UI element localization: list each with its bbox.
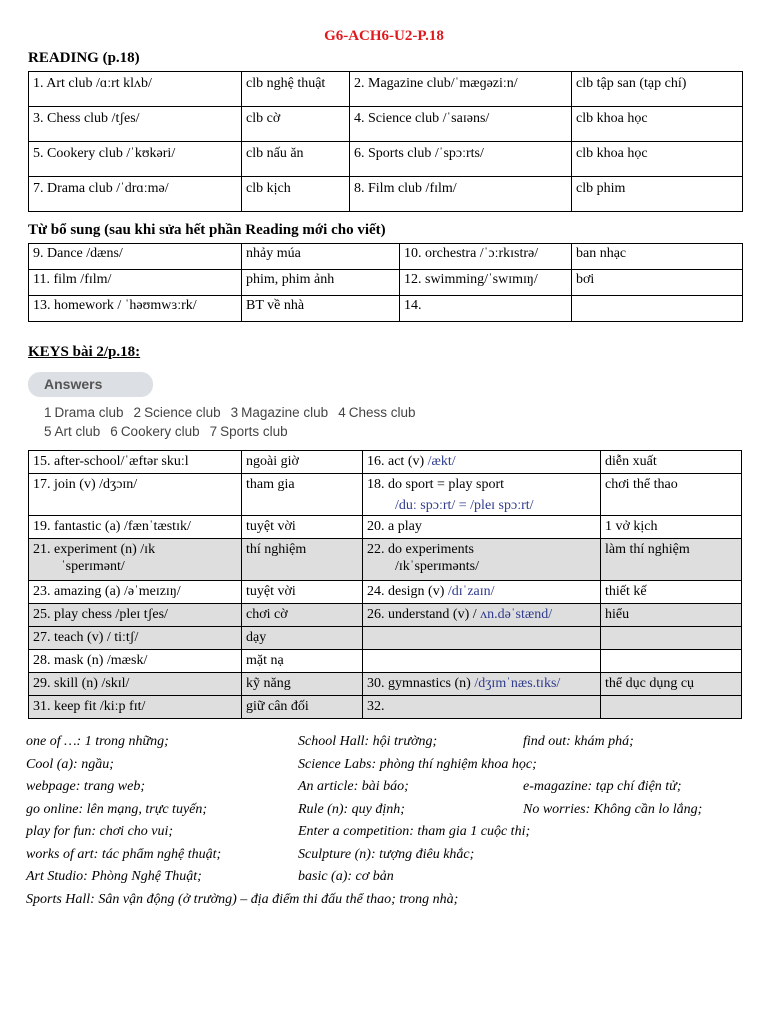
table-cell: kỹ năng — [242, 673, 363, 696]
table-cell: 10. orchestra /ˈɔːrkɪstrə/ — [400, 244, 572, 270]
answers-line-1 — [44, 405, 426, 420]
table-cell: thí nghiệm — [242, 539, 363, 581]
table-row — [29, 142, 743, 177]
table-row — [29, 673, 742, 696]
term-text: 17. join (v) /dʒɔɪn/ — [33, 477, 138, 492]
phonetic-text: /dʒɪmˈnæs.tɪks/ — [474, 676, 561, 691]
phonetic-text: ʌn.dəˈstænd/ — [480, 607, 553, 622]
table-cell: nhảy múa — [242, 244, 400, 270]
table-cell: ban nhạc — [572, 244, 743, 270]
term-text: 31. keep fit /kiːp fɪt/ — [33, 699, 146, 714]
phonetic-text: /dɪˈzaɪn/ — [447, 584, 495, 599]
answer-number: 1 — [44, 405, 52, 420]
table-cell — [29, 696, 242, 719]
table-cell — [363, 474, 601, 516]
table-cell — [363, 539, 601, 581]
table-cell: 1. Art club /ɑːrt klʌb/ — [29, 72, 242, 107]
phonetic-text: /duː spɔːrt/ = /pleɪ spɔːrt/ — [395, 498, 534, 513]
table-cell — [363, 673, 601, 696]
table-cell: phim, phim ảnh — [242, 270, 400, 296]
table-cell — [29, 627, 242, 650]
note-text: webpage: trang web; — [26, 779, 145, 794]
table-cell — [29, 474, 242, 516]
table-cell: dạy — [242, 627, 363, 650]
table-cell: 11. film /fɪlm/ — [29, 270, 242, 296]
table-cell: chơi thể thao — [601, 474, 742, 516]
table-row — [29, 107, 743, 142]
table-cell: tuyệt vời — [242, 516, 363, 539]
table-cell — [29, 604, 242, 627]
table-cell: thiết kế — [601, 581, 742, 604]
table-cell: clb cờ — [242, 107, 350, 142]
table-cell — [601, 650, 742, 673]
answer-text: Art club — [54, 424, 101, 439]
table-cell: ngoài giờ — [242, 451, 363, 474]
answers-label: Answers — [44, 376, 103, 392]
note-row — [26, 824, 756, 847]
note-text: one of …: 1 trong những; — [26, 734, 169, 749]
reading-heading: READING (p.18) — [28, 50, 140, 66]
table-cell: 5. Cookery club /ˈkʊkəri/ — [29, 142, 242, 177]
note-text: e-magazine: tạp chí điện tử; — [523, 779, 682, 794]
table-cell — [363, 451, 601, 474]
table-row — [29, 296, 743, 322]
table-cell: clb tập san (tạp chí) — [572, 72, 743, 107]
note-text: play for fun: chơi cho vui; — [26, 824, 174, 839]
table-cell: bơi — [572, 270, 743, 296]
table-cell: hiểu — [601, 604, 742, 627]
table-cell: 8. Film club /fɪlm/ — [350, 177, 572, 212]
table-cell: thể dục dụng cụ — [601, 673, 742, 696]
table-cell — [601, 627, 742, 650]
table-cell — [363, 627, 601, 650]
answer-text: Magazine club — [241, 405, 329, 420]
table-cell: giữ cân đối — [242, 696, 363, 719]
document-title: G6-ACH6-U2-P.18 — [324, 28, 444, 44]
table-cell: clb kịch — [242, 177, 350, 212]
note-row — [26, 734, 756, 757]
table-row — [29, 627, 742, 650]
answer-number: 2 — [133, 405, 142, 420]
table-row — [29, 244, 743, 270]
answer-text: Science club — [144, 405, 221, 420]
table-cell: 13. homework / ˈhəʊmwɜːrk/ — [29, 296, 242, 322]
term-text-cont: ˈsperɪmənt/ — [61, 559, 125, 574]
term-text: 29. skill (n) /skɪl/ — [33, 676, 130, 691]
table-row — [29, 696, 742, 719]
term-text: 26. understand (v) / — [367, 607, 481, 622]
term-text: 18. do sport = play sport — [367, 477, 504, 492]
term-text: 21. experiment (n) /ɪk — [33, 542, 156, 557]
note-text: Sculpture (n): tượng điêu khắc; — [298, 846, 475, 862]
table-row — [29, 581, 742, 604]
table-cell: 4. Science club /ˈsaɪəns/ — [350, 107, 572, 142]
reading-table — [28, 71, 743, 212]
answer-text: Sports club — [220, 424, 288, 439]
table-row — [29, 650, 742, 673]
answer-text: Cookery club — [120, 424, 200, 439]
table-row — [29, 474, 742, 516]
note-text: Art Studio: Phòng Nghệ Thuật; — [26, 869, 202, 884]
table-cell: clb khoa học — [572, 142, 743, 177]
table-row — [29, 270, 743, 296]
table-cell: 14. — [400, 296, 572, 322]
term-text: 32. — [367, 699, 385, 714]
table-row — [29, 177, 743, 212]
extra-heading: Từ bổ sung (sau khi sửa hết phần Reading mới cho viết) — [28, 222, 386, 238]
table-cell — [29, 516, 242, 539]
table-cell: 3. Chess club /tʃes/ — [29, 107, 242, 142]
note-text: School Hall: hội trường; — [298, 734, 438, 749]
table-cell: diễn xuất — [601, 451, 742, 474]
table-cell — [363, 650, 601, 673]
note-row — [26, 869, 756, 892]
answer-number: 3 — [230, 405, 239, 420]
term-text: 25. play chess /pleɪ tʃes/ — [33, 607, 168, 622]
phonetic-text: /ɪkˈsperɪmənts/ — [395, 559, 479, 574]
keys-heading: KEYS bài 2/p.18: — [28, 344, 141, 360]
answer-number: 4 — [338, 405, 346, 420]
note-text: go online: lên mạng, trực tuyến; — [26, 801, 208, 817]
term-text: 23. amazing (a) /əˈmeɪzɪŋ/ — [33, 584, 181, 599]
answer-number: 7 — [209, 424, 218, 439]
table-cell: tham gia — [242, 474, 363, 516]
note-text: Sports Hall: Sân vận động (ở trường) – địa điểm thi đấu thể thao; trong nhà; — [26, 891, 459, 907]
term-text: 24. design (v) — [367, 584, 448, 599]
table-row — [29, 539, 742, 581]
table-cell: tuyệt vời — [242, 581, 363, 604]
table-cell: clb phim — [572, 177, 743, 212]
table-cell: chơi cờ — [242, 604, 363, 627]
term-text: 28. mask (n) /mæsk/ — [33, 653, 148, 668]
term-text: 27. teach (v) / tiːtʃ/ — [33, 630, 139, 645]
answer-text: Chess club — [348, 405, 416, 420]
table-cell — [363, 581, 601, 604]
vocab-table — [28, 450, 742, 719]
table-cell: BT về nhà — [242, 296, 400, 322]
note-text: Enter a competition: tham gia 1 cuộc thi; — [298, 824, 531, 839]
answers-banner — [28, 372, 153, 397]
table-cell — [29, 539, 242, 581]
table-cell: 6. Sports club /ˈspɔːrts/ — [350, 142, 572, 177]
table-cell: 2. Magazine club/ˈmæɡəziːn/ — [350, 72, 572, 107]
extra-vocab-table — [28, 243, 743, 322]
note-text: No worries: Không cần lo lắng; — [523, 801, 703, 817]
phonetic-text: /ækt/ — [427, 454, 456, 469]
note-text: basic (a): cơ bản — [298, 869, 394, 884]
term-text: 19. fantastic (a) /fænˈtæstɪk/ — [33, 519, 191, 534]
table-cell: clb nghệ thuật — [242, 72, 350, 107]
answer-text: Drama club — [54, 405, 124, 420]
note-row — [26, 802, 756, 825]
table-cell: clb khoa học — [572, 107, 743, 142]
note-text: find out: khám phá; — [523, 734, 634, 749]
table-cell: mặt nạ — [242, 650, 363, 673]
table-row — [29, 516, 742, 539]
note-row — [26, 779, 756, 802]
note-text: An article: bài báo; — [298, 779, 409, 794]
table-cell — [363, 516, 601, 539]
term-text: 16. act (v) — [367, 454, 428, 469]
table-cell: 7. Drama club /ˈdrɑːmə/ — [29, 177, 242, 212]
table-cell — [29, 673, 242, 696]
note-text: Cool (a): ngầu; — [26, 756, 114, 772]
notes-section — [26, 734, 756, 914]
answer-number: 5 — [44, 424, 52, 439]
table-cell: 9. Dance /dæns/ — [29, 244, 242, 270]
note-text: works of art: tác phẩm nghệ thuật; — [26, 846, 222, 862]
table-cell — [363, 604, 601, 627]
table-row — [29, 451, 742, 474]
table-row — [29, 604, 742, 627]
table-cell: 1 vở kịch — [601, 516, 742, 539]
term-text: 20. a play — [367, 519, 422, 534]
note-text: Science Labs: phòng thí nghiệm khoa học; — [298, 756, 537, 772]
table-cell — [601, 696, 742, 719]
table-cell — [29, 581, 242, 604]
note-text: Rule (n): quy định; — [298, 801, 405, 817]
note-row — [26, 847, 756, 870]
table-cell — [572, 296, 743, 322]
table-cell — [29, 650, 242, 673]
note-row — [26, 892, 756, 915]
table-cell: 12. swimming/ˈswɪmɪŋ/ — [400, 270, 572, 296]
table-row — [29, 72, 743, 107]
term-text: 15. after-school/ˈæftər skuːl — [33, 454, 189, 469]
term-text: 30. gymnastics (n) — [367, 676, 475, 691]
answers-line-2 — [44, 424, 298, 439]
answer-number: 6 — [110, 424, 118, 439]
table-cell: làm thí nghiệm — [601, 539, 742, 581]
term-text: 22. do experiments — [367, 542, 474, 557]
table-cell — [363, 696, 601, 719]
table-cell — [29, 451, 242, 474]
table-cell: clb nấu ăn — [242, 142, 350, 177]
note-row — [26, 757, 756, 780]
